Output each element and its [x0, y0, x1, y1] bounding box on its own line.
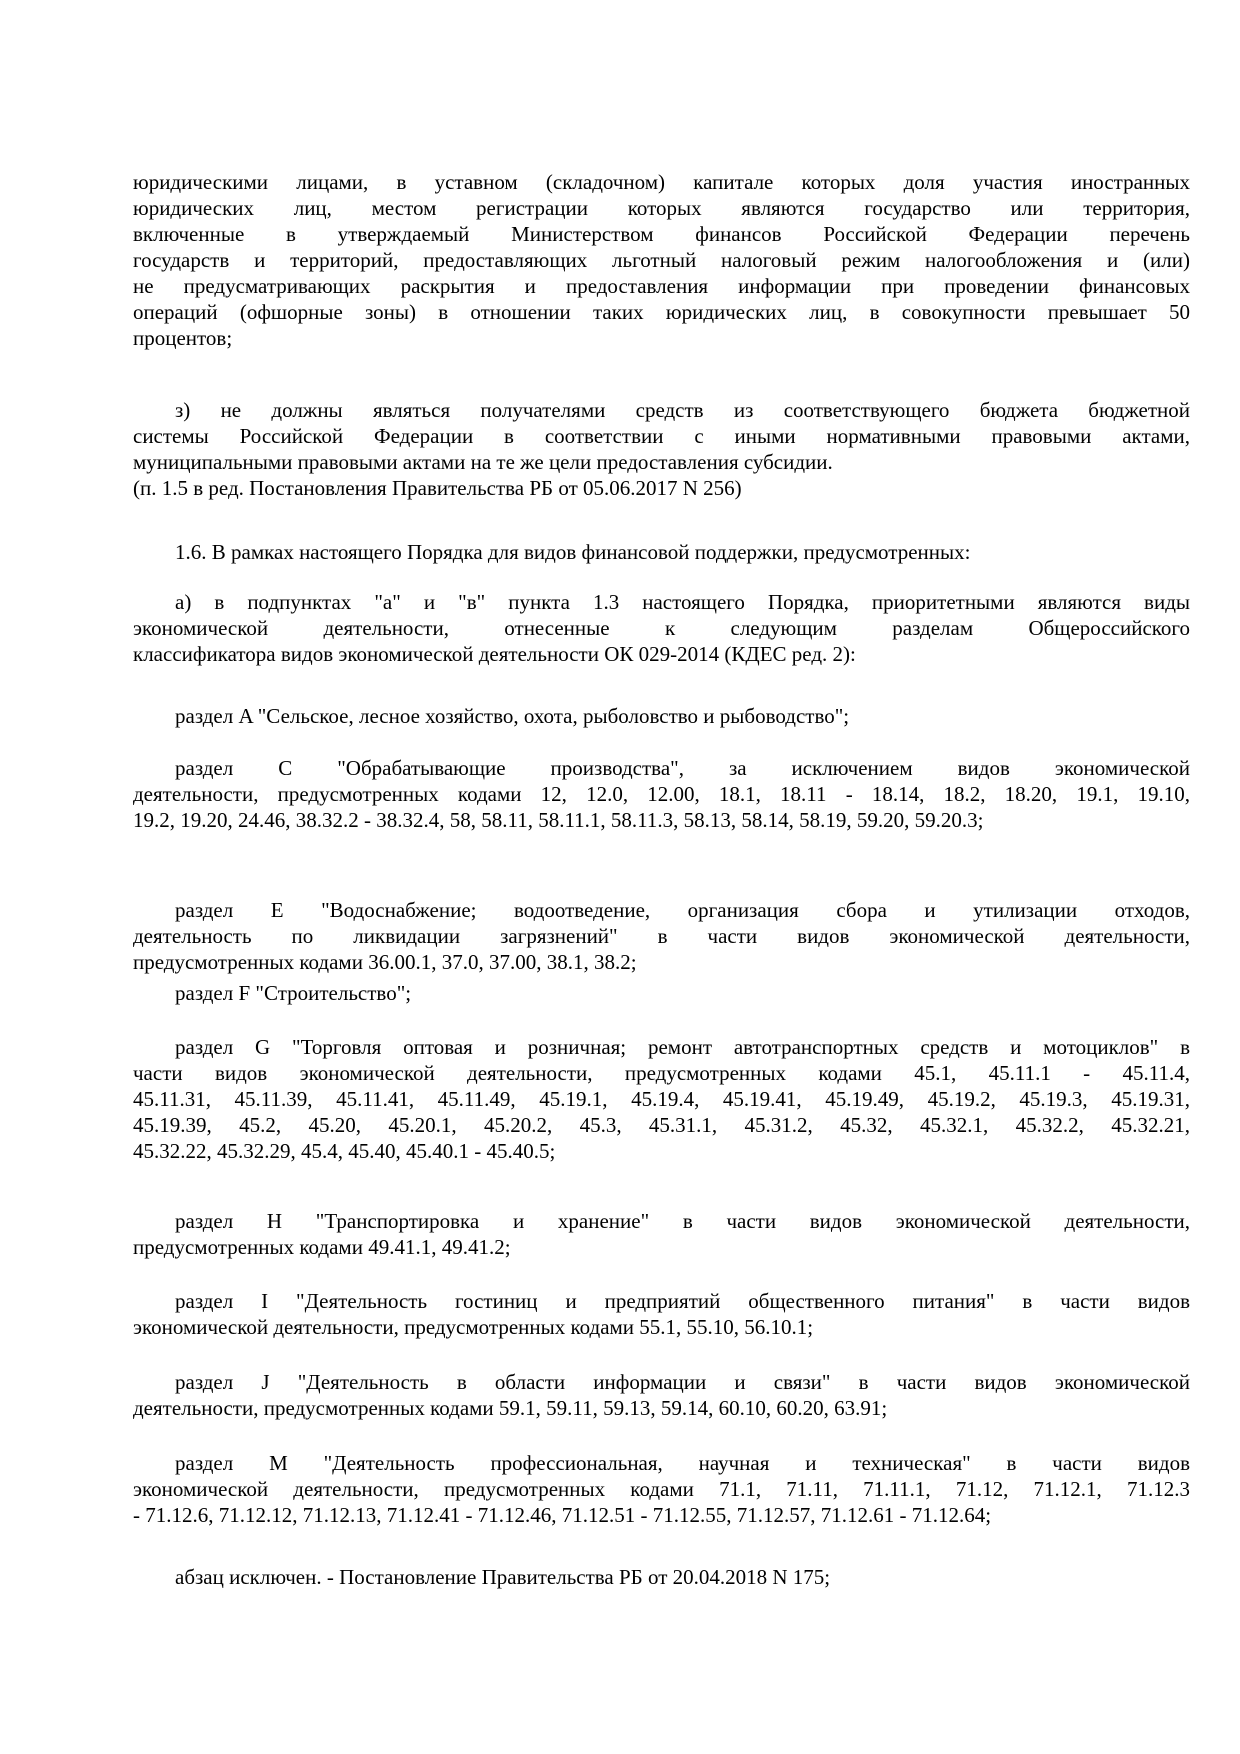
- paragraph-section-a: [133, 703, 1190, 729]
- text-line: 45.19.39, 45.2, 45.20, 45.20.1, 45.20.2, 45.3, 45.31.1, 45.31.2, 45.32, 45.32.1, 45.32.2, 45.32.21,: [133, 1113, 1190, 1137]
- text-line: операций (офшорные зоны) в отношении таких юридических лиц, в совокупности превышает 50: [133, 300, 1190, 324]
- paragraph-section-m: [133, 1450, 1190, 1528]
- text-line: абзац исключен. - Постановление Правительства РБ от 20.04.2018 N 175;: [175, 1565, 831, 1589]
- text-line: экономической деятельности, предусмотренных кодами 55.1, 55.10, 56.10.1;: [133, 1315, 814, 1339]
- text-line: предусмотренных кодами 36.00.1, 37.0, 37.00, 38.1, 38.2;: [133, 950, 637, 974]
- text-line: предусмотренных кодами 49.41.1, 49.41.2;: [133, 1235, 511, 1259]
- text-line: юридическими лицами, в уставном (складочном) капитале которых доля участия иностранных: [133, 170, 1190, 194]
- text-line: 1.6. В рамках настоящего Порядка для видов финансовой поддержки, предусмотренных:: [175, 540, 971, 564]
- text-line: экономической деятельности, отнесенные к следующим разделам Общероссийского: [133, 616, 1190, 640]
- text-line: раздел M "Деятельность профессиональная, научная и техническая" в части видов: [175, 1451, 1190, 1475]
- paragraph-section-i: [133, 1288, 1190, 1340]
- paragraph-section-j: [133, 1369, 1190, 1421]
- paragraph-section-c: [133, 755, 1190, 833]
- paragraph-section-f: [133, 980, 1190, 1006]
- text-line: а) в подпунктах "а" и "в" пункта 1.3 настоящего Порядка, приоритетными являются виды: [175, 590, 1190, 614]
- paragraph-clause-1-6: [133, 539, 1190, 565]
- text-line: (п. 1.5 в ред. Постановления Правительства РБ от 05.06.2017 N 256): [133, 476, 742, 500]
- text-line: экономической деятельности, предусмотренных кодами 71.1, 71.11, 71.11.1, 71.12, 71.12.1, 71.12.3: [133, 1477, 1190, 1501]
- text-line: включенные в утверждаемый Министерством финансов Российской Федерации перечень: [133, 222, 1190, 246]
- paragraph-item-a: [133, 589, 1190, 667]
- text-line: государств и территорий, предоставляющих льготный налоговый режим налогообложения и (или): [133, 248, 1190, 272]
- text-line: з) не должны являться получателями средств из соответствующего бюджета бюджетной: [175, 398, 1190, 422]
- text-line: муниципальными правовыми актами на те же цели предоставления субсидии.: [133, 450, 833, 474]
- paragraph-section-g: [133, 1034, 1190, 1164]
- text-line: 19.2, 19.20, 24.46, 38.32.2 - 38.32.4, 58, 58.11, 58.11.1, 58.11.3, 58.13, 58.14, 58.19, 59.20, 59.20.3;: [133, 808, 984, 832]
- text-line: не предусматривающих раскрытия и предоставления информации при проведении финансовых: [133, 274, 1190, 298]
- text-line: раздел E "Водоснабжение; водоотведение, организация сбора и утилизации отходов,: [175, 898, 1190, 922]
- text-line: раздел H "Транспортировка и хранение" в части видов экономической деятельности,: [175, 1209, 1190, 1233]
- text-line: деятельность по ликвидации загрязнений" в части видов экономической деятельности,: [133, 924, 1190, 948]
- text-line: деятельности, предусмотренных кодами 59.1, 59.11, 59.13, 59.14, 60.10, 60.20, 63.91;: [133, 1396, 888, 1420]
- paragraph-item-z: [133, 397, 1190, 475]
- paragraph-excluded-paragraph: [133, 1564, 1190, 1590]
- text-line: - 71.12.6, 71.12.12, 71.12.13, 71.12.41 - 71.12.46, 71.12.51 - 71.12.55, 71.12.57, 71.12.61 - 71.12.64;: [133, 1503, 992, 1527]
- text-line: раздел I "Деятельность гостиниц и предприятий общественного питания" в части видов: [175, 1289, 1190, 1313]
- text-line: 45.11.31, 45.11.39, 45.11.41, 45.11.49, 45.19.1, 45.19.4, 45.19.41, 45.19.49, 45.19.2, 45.19.3, 45.19.31,: [133, 1087, 1190, 1111]
- text-line: раздел G "Торговля оптовая и розничная; ремонт автотранспортных средств и мотоциклов" в: [175, 1035, 1190, 1059]
- text-line: раздел F "Строительство";: [175, 981, 412, 1005]
- paragraph-continuation: [133, 169, 1190, 351]
- paragraph-amendment-note: [133, 475, 1190, 501]
- text-line: юридических лиц, местом регистрации которых являются государство или территория,: [133, 196, 1190, 220]
- text-line: деятельности, предусмотренных кодами 12, 12.0, 12.00, 18.1, 18.11 - 18.14, 18.2, 18.20, 19.1, 19.10,: [133, 782, 1190, 806]
- text-line: части видов экономической деятельности, предусмотренных кодами 45.1, 45.11.1 - 45.11.4,: [133, 1061, 1190, 1085]
- text-line: раздел J "Деятельность в области информации и связи" в части видов экономической: [175, 1370, 1190, 1394]
- text-line: раздел C "Обрабатывающие производства", за исключением видов экономической: [175, 756, 1190, 780]
- text-line: процентов;: [133, 326, 233, 350]
- text-line: 45.32.22, 45.32.29, 45.4, 45.40, 45.40.1 - 45.40.5;: [133, 1139, 556, 1163]
- paragraph-section-e: [133, 897, 1190, 975]
- text-line: раздел A "Сельское, лесное хозяйство, охота, рыболовство и рыбоводство";: [175, 704, 850, 728]
- text-line: системы Российской Федерации в соответствии с иными нормативными правовыми актами,: [133, 424, 1190, 448]
- text-line: классификатора видов экономической деятельности ОК 029-2014 (КДЕС ред. 2):: [133, 642, 856, 666]
- paragraph-section-h: [133, 1208, 1190, 1260]
